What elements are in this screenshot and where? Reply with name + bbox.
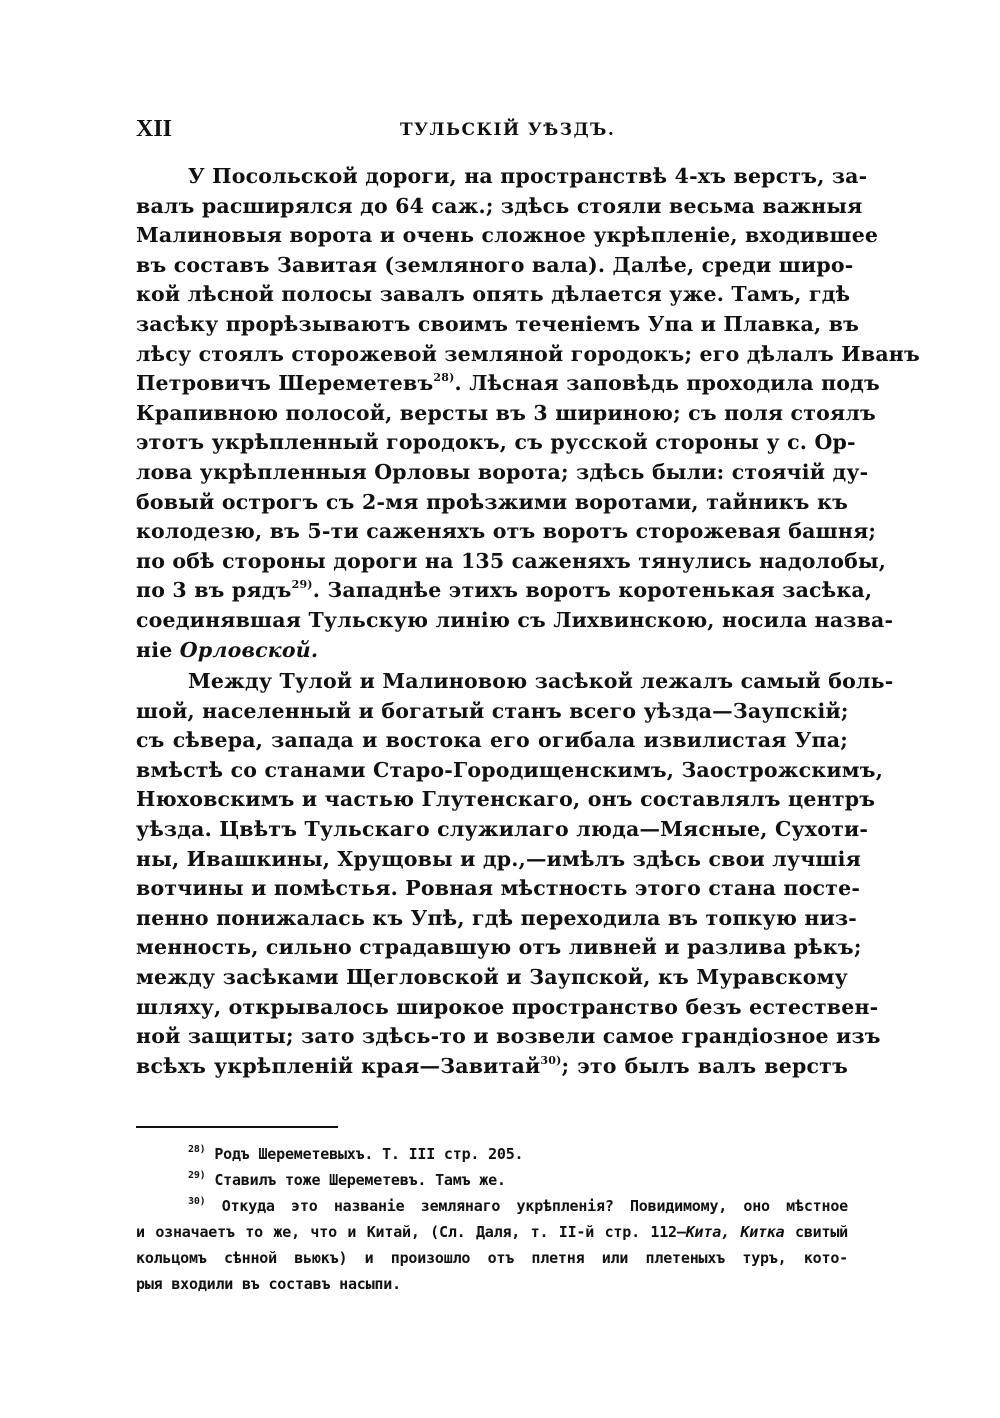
text-line [136, 1052, 848, 1082]
footnote-text: Откуда это названіе землянаго укрѣпленія? Повидимому, оно мѣстное [221, 1197, 848, 1215]
text-fragment: ніе [136, 637, 173, 662]
footnote-ref-29[interactable]: 29) [291, 578, 313, 592]
footnote-divider [136, 1126, 338, 1128]
text-line: въ составъ Завитая (земляного вала). Далѣе, среди широ- [136, 252, 854, 277]
text-line: вмѣстѣ со станами Старо-Городищенскимъ, Заострожскимъ, [136, 757, 884, 782]
page-number: XII [136, 116, 173, 142]
running-head: ТУЛЬСКІЙ УѢЗДЪ. [400, 120, 616, 140]
text-line: соединявшая Тульскую линію съ Лихвинскою, носила назва- [136, 607, 894, 632]
text-line: Нюховскимъ и частью Глутенскаго, онъ составлялъ центръ [136, 787, 876, 812]
text-line: валъ расширялся до 64 саж.; здѣсь стояли весьма важныя [136, 193, 863, 218]
footnote-ref-28[interactable]: 28) [433, 371, 455, 385]
footnote-marker: 28) [188, 1144, 206, 1155]
text-line: У Посольской дороги, на пространствѣ 4-хъ верстъ, за- [188, 164, 868, 188]
footnote-29 [136, 1167, 848, 1193]
text-line: ны, Ивашкины, Хрущовы и др.,—имѣлъ здѣсь свои лучшія [136, 846, 861, 871]
text-line: вотчины и помѣстья. Ровная мѣстность этого стана посте- [136, 876, 861, 901]
text-line: между засѣками Щегловской и Заупской, къ Муравскому [136, 965, 848, 990]
text-line: пенно понижалась къ Упѣ, гдѣ переходила въ топкую низ- [136, 905, 858, 930]
text-line: по обѣ стороны дороги на 135 саженяхъ тянулись надолобы, [136, 548, 887, 573]
footnote-marker: 29) [188, 1170, 206, 1181]
footnote-marker: 30) [188, 1196, 206, 1207]
text-line [136, 369, 880, 399]
footnote-line: кольцомъ сѣнной вьюкъ) и произошло отъ плетня или плетеныхъ туръ, кото- [136, 1249, 848, 1267]
text-fragment: всѣхъ укрѣпленій края—Завитай [136, 1053, 541, 1078]
text-line [136, 576, 873, 606]
footnotes [136, 1141, 848, 1297]
text-line: колодезю, въ 5-ти саженяхъ отъ воротъ сторожевая башня; [136, 519, 877, 544]
text-fragment: ; это былъ валъ верстъ [561, 1053, 848, 1078]
footnote-italic: Кита, Китка [685, 1223, 785, 1241]
text-line: Крапивною полосой, версты въ 3 шириною; съ поля стоялъ [136, 400, 876, 425]
text-line: лѣсу стоялъ сторожевой земляной городокъ; его дѣлалъ Иванъ [136, 341, 920, 366]
text-line: шой, населенный и богатый станъ всего уѣзда—Заупскій; [136, 698, 849, 723]
footnote-text: и означаетъ то же, что и Китай, (Сл. Даля, т. II-й стр. 112— [136, 1223, 686, 1241]
footnote-ref-30[interactable]: 30) [540, 1053, 562, 1067]
page-header [136, 116, 848, 146]
footnote-30 [136, 1193, 848, 1219]
text-line: лова укрѣпленныя Орловы ворота; здѣсь были: стоячій ду- [136, 459, 869, 484]
text-line: кой лѣсной полосы завалъ опять дѣлается уже. Тамъ, гдѣ [136, 282, 851, 307]
footnote-line: рыя входили въ составъ насыпи. [136, 1275, 401, 1293]
text-fragment: . Лѣсная заповѣдь проходила подъ [454, 371, 880, 396]
footnote-text: Родъ Шереметевыхъ. Т. III стр. 205. [214, 1145, 524, 1163]
text-line: засѣку прорѣзываютъ своимъ теченіемъ Упа и Плавка, въ [136, 311, 860, 336]
text-line: менность, сильно страдавшую отъ ливней и разлива рѣкъ; [136, 935, 862, 960]
footnote-text: Ставилъ тоже Шереметевъ. Тамъ же. [214, 1171, 506, 1189]
text-line: ной защиты; зато здѣсь-то и возвели самое грандіозное изъ [136, 1024, 881, 1049]
italic-term: Орловской. [179, 637, 319, 662]
text-line: Малиновыя ворота и очень сложное укрѣпленіе, входившее [136, 223, 879, 248]
text-line: шляху, открывалось широкое пространство безъ естествен- [136, 994, 879, 1019]
text-fragment: по 3 въ рядъ [136, 578, 292, 603]
text-line: бовый острогъ съ 2-мя проѣзжими воротами, тайникъ къ [136, 489, 848, 514]
text-line: этотъ укрѣпленный городокъ, съ русской стороны у с. Ор- [136, 430, 856, 455]
paragraph-start-line: Между Тулой и Малиновою засѣкой лежалъ самый боль- [188, 669, 894, 694]
text-line [136, 636, 848, 666]
text-fragment: Петровичъ Шереметевъ [136, 371, 434, 396]
footnote-28 [136, 1141, 848, 1167]
footnote-text: свитый [784, 1223, 848, 1241]
text-fragment: . Западнѣе этихъ воротъ коротенькая засѣка, [312, 578, 873, 603]
text-line: уѣзда. Цвѣтъ Тульскаго служилаго люда—Мясные, Сухоти- [136, 817, 869, 842]
main-text [136, 162, 920, 1081]
text-line: съ сѣвера, запада и востока его огибала извилистая Упа; [136, 728, 848, 753]
footnote-line [136, 1219, 848, 1245]
